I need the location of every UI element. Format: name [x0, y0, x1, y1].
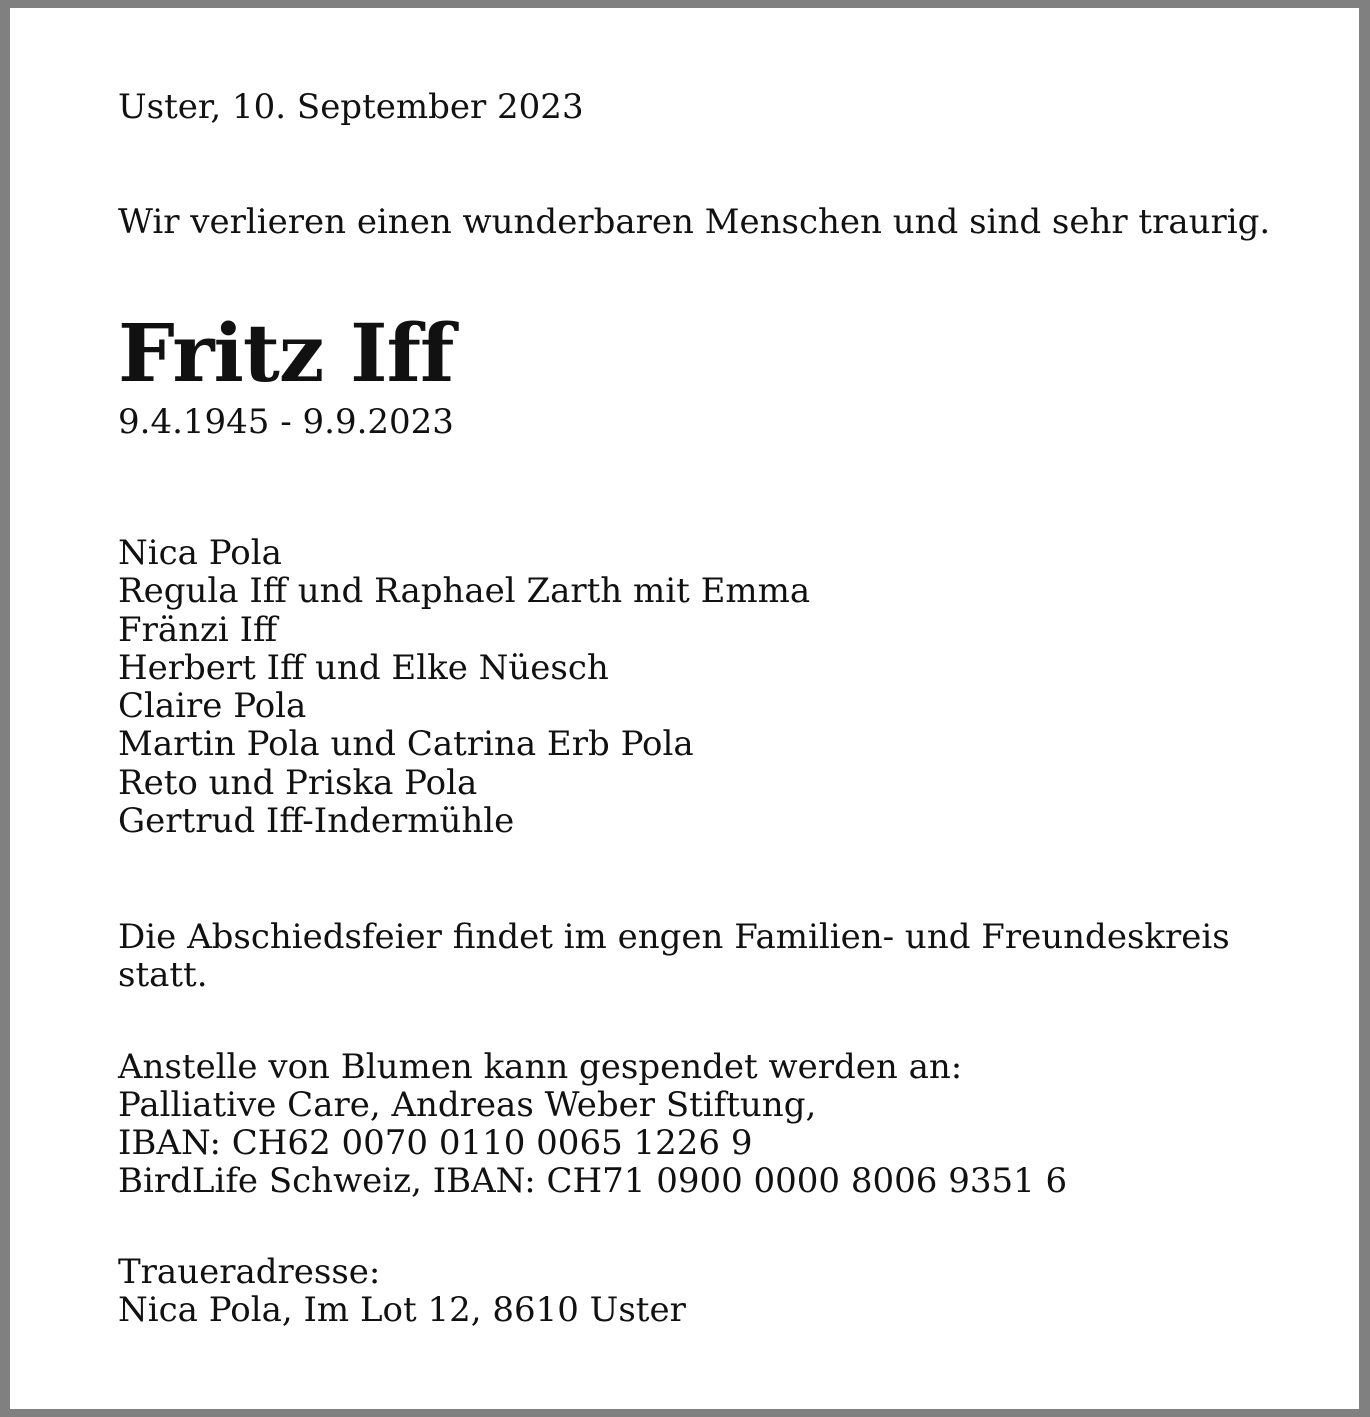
address-value: Nica Pola, Im Lot 12, 8610 Uster	[118, 1290, 686, 1330]
intro-text: Wir verlieren einen wunderbaren Menschen und sind sehr traurig.	[118, 202, 1271, 242]
farewell-line: statt.	[118, 955, 208, 995]
mourner-item: Martin Pola und Catrina Erb Pola	[118, 724, 694, 765]
mourner-item: Nica Pola	[118, 533, 282, 573]
place-date: Uster, 10. September 2023	[118, 87, 584, 127]
mourner-item: Regula Iff und Raphael Zarth mit Emma	[118, 571, 811, 612]
mourner-item: Claire Pola	[118, 686, 307, 727]
mourners-list	[118, 534, 810, 840]
mourner-item: Fränzi Iff	[118, 609, 278, 650]
donation-iban: IBAN: CH62 0070 0110 0065 1226 9	[118, 1123, 753, 1163]
obituary-page	[10, 8, 1359, 1409]
donation-iban: BirdLife Schweiz, IBAN: CH71 0900 0000 8006 9351 6	[118, 1161, 1068, 1201]
donation-notice	[118, 1048, 1067, 1200]
farewell-line: Die Abschiedsfeier findet im engen Familien- und Freundeskreis	[118, 917, 1230, 957]
deceased-name: Fritz Iff	[118, 306, 454, 400]
address-label: Traueradresse:	[118, 1252, 381, 1292]
donation-line: Palliative Care, Andreas Weber Stiftung,	[118, 1085, 817, 1125]
lifespan: 9.4.1945 - 9.9.2023	[118, 402, 454, 442]
farewell-notice	[118, 918, 1230, 994]
mourning-address	[118, 1253, 686, 1329]
mourner-item: Reto und Priska Pola	[118, 762, 478, 803]
donation-line: Anstelle von Blumen kann gespendet werden an:	[118, 1047, 963, 1087]
mourner-item: Herbert Iff und Elke Nüesch	[118, 647, 609, 688]
mourner-item: Gertrud Iff-Indermühle	[118, 801, 515, 842]
